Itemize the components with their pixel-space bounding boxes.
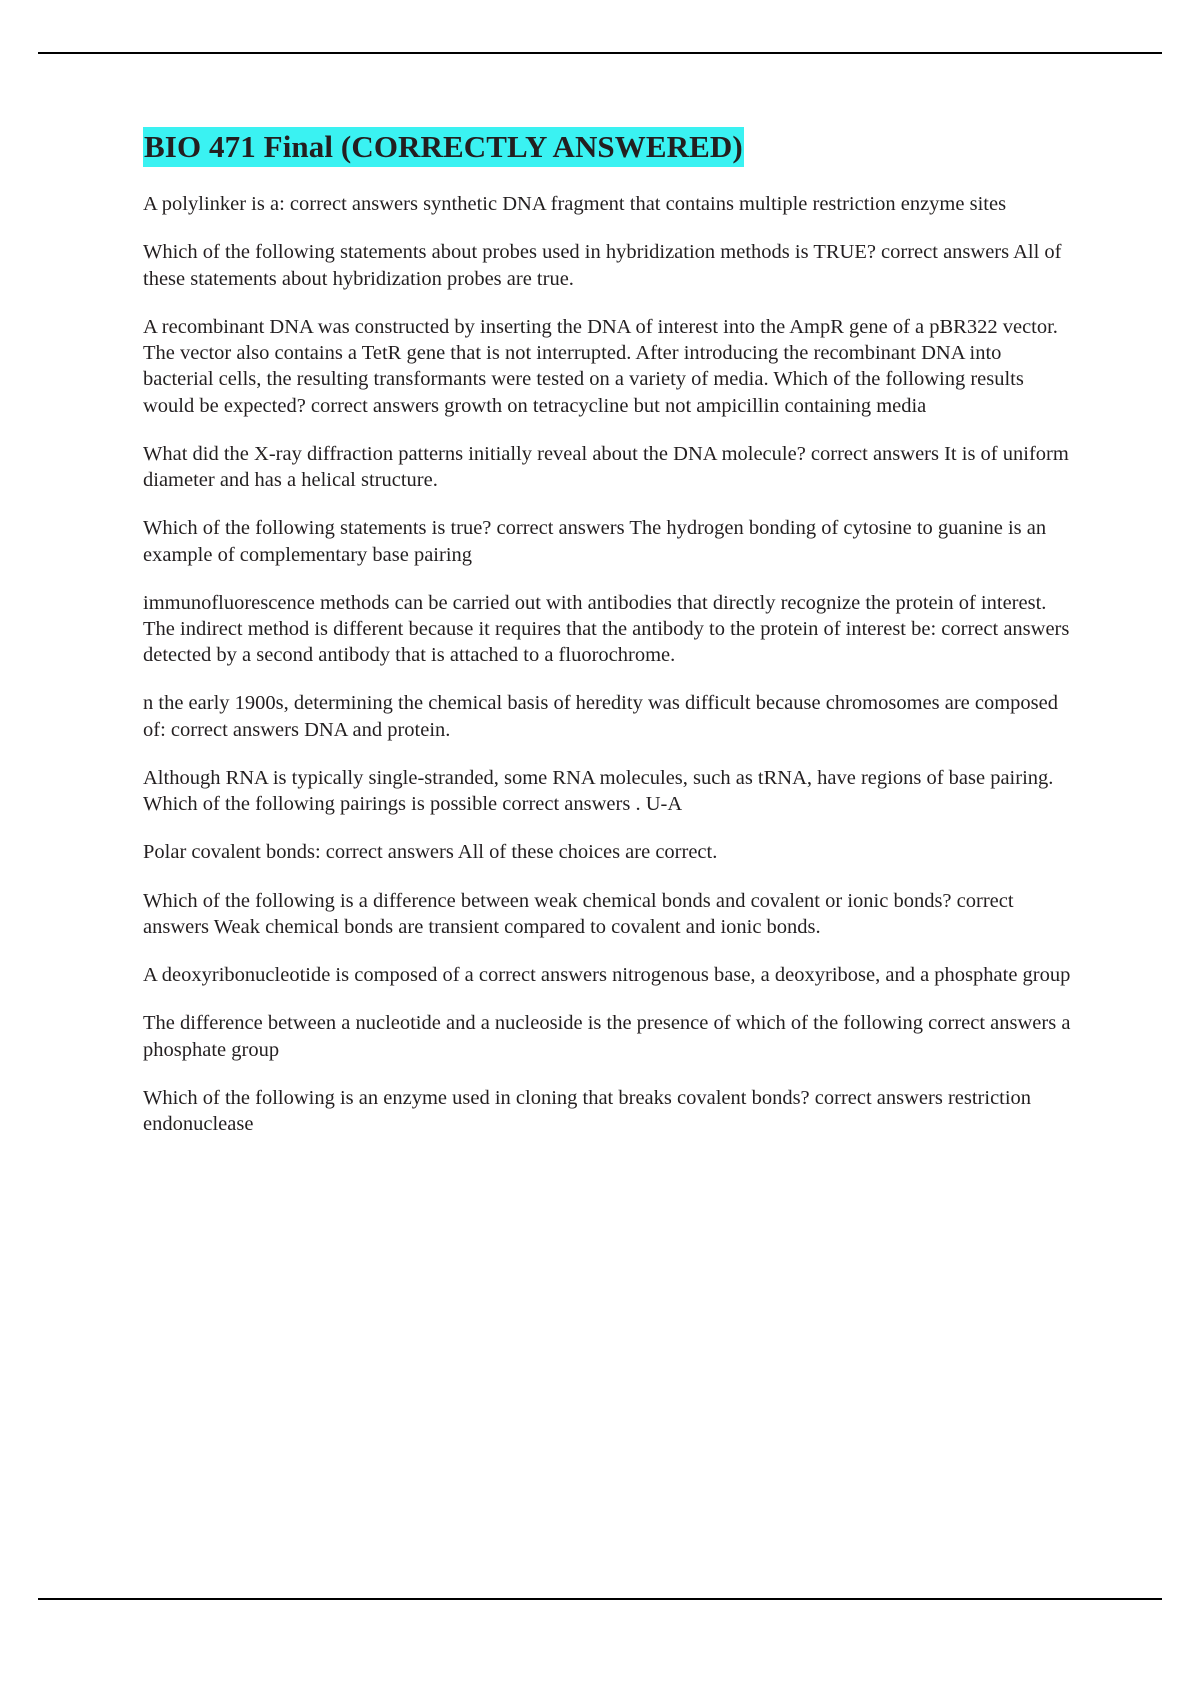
qa-item: A deoxyribonucleotide is composed of a correct answers nitrogenous base, a deoxyribose, and a phosphate group — [143, 964, 1071, 987]
qa-item: Which of the following statements about probes used in hybridization methods is TRUE? correct answers All of these statements about hybridization probes are true. — [143, 241, 1062, 290]
qa-item: The difference between a nucleotide and a nucleoside is the presence of which of the following correct answers a phosphate group — [143, 1012, 1071, 1061]
page-title-highlight: BIO 471 Final (CORRECTLY ANSWERED) — [143, 127, 744, 167]
page-title — [143, 128, 1073, 165]
qa-item: immunofluorescence methods can be carried out with antibodies that directly recognize the protein of interest. The indirect method is different because it requires that the antibody to the protein of interest be: correct answers detected by a second antibody that is attached to a fluorochrome. — [143, 591, 1070, 667]
header-rule — [38, 52, 1162, 54]
qa-item: n the early 1900s, determining the chemical basis of heredity was difficult because chromosomes are composed of: correct answers DNA and protein. — [143, 692, 1059, 741]
qa-item: A polylinker is a: correct answers synthetic DNA fragment that contains multiple restriction enzyme sites — [143, 193, 1007, 216]
qa-item: What did the X-ray diffraction patterns initially reveal about the DNA molecule? correct answers It is of uniform diameter and has a helical structure. — [143, 442, 1069, 492]
qa-item: Polar covalent bonds: correct answers All of these choices are correct. — [143, 841, 718, 864]
qa-item: Although RNA is typically single-stranded, some RNA molecules, such as tRNA, have regions of base pairing. Which of the following pairings is possible correct answers . U-A — [143, 766, 1054, 816]
qa-item: Which of the following is a difference between weak chemical bonds and covalent or ionic bonds? correct answers Weak chemical bonds are transient compared to covalent and ionic bonds. — [143, 889, 1014, 938]
footer-rule — [38, 1598, 1162, 1600]
qa-item: Which of the following statements is true? correct answers The hydrogen bonding of cytosine to guanine is an example of complementary base pairing — [143, 517, 1047, 566]
qa-item: Which of the following is an enzyme used in cloning that breaks covalent bonds? correct answers restriction endonuclease — [143, 1086, 1032, 1136]
document-body — [143, 128, 1073, 1137]
qa-item: A recombinant DNA was constructed by inserting the DNA of interest into the AmpR gene of a pBR322 vector. The vector also contains a TetR gene that is not interrupted. After introducing the recombinant DNA into bacterial cells, the resulting transformants were tested on a variety of media. Which of the following results would be expected? correct answers growth on tetracycline but not ampicillin containing media — [143, 315, 1058, 417]
